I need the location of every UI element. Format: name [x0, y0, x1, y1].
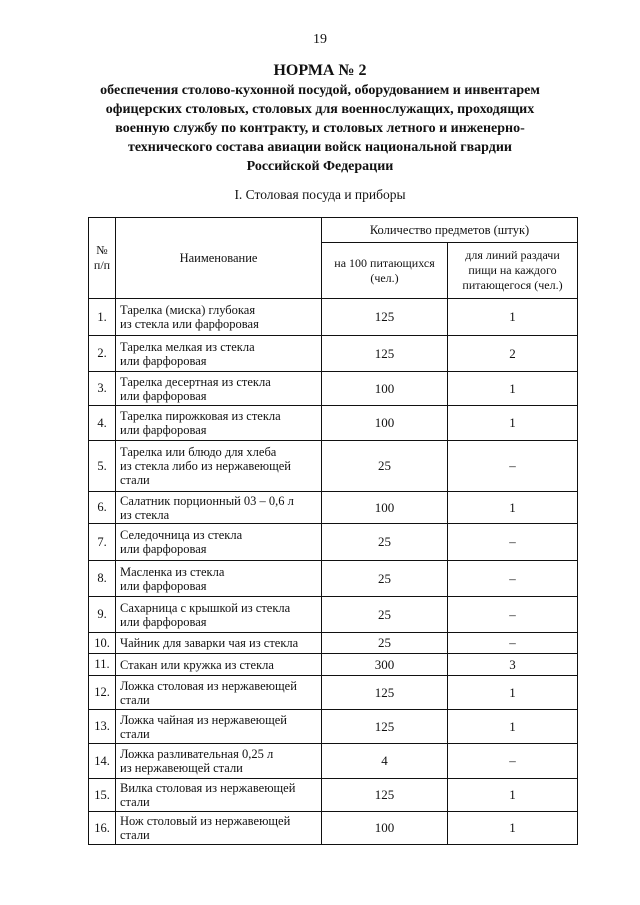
subtitle-line: обеспечения столово-кухонной посудой, оборудованием и инвентарем: [100, 83, 540, 98]
row-per-line-value: 1: [448, 406, 578, 441]
table-row: [89, 372, 578, 406]
norm-table: [88, 217, 578, 845]
row-per-line-value: 1: [448, 710, 578, 744]
row-number: 9.: [89, 597, 116, 633]
header-name: Наименование: [116, 218, 322, 299]
row-number: 1.: [89, 299, 116, 336]
table-row: [89, 779, 578, 812]
table-row: [89, 744, 578, 779]
row-number: 14.: [89, 744, 116, 779]
row-number: 16.: [89, 812, 116, 845]
row-per-line-value: 3: [448, 654, 578, 676]
row-item-name: Тарелка (миска) глубокая из стекла или фарфоровая: [116, 299, 322, 336]
row-per-line-value: 1: [448, 676, 578, 710]
table-row: [89, 336, 578, 372]
table-row: [89, 561, 578, 597]
row-number: 4.: [89, 406, 116, 441]
row-item-name: Салатник порционный 03 – 0,6 л из стекла: [116, 492, 322, 524]
row-per-line-value: 1: [448, 779, 578, 812]
header-quantity: Количество предметов (штук): [322, 218, 578, 243]
table-row: [89, 710, 578, 744]
row-per-line-value: 2: [448, 336, 578, 372]
row-item-name: Чайник для заварки чая из стекла: [116, 633, 322, 654]
table-row: [89, 633, 578, 654]
row-number: 7.: [89, 524, 116, 561]
row-number: 11.: [89, 654, 116, 676]
table-row: [89, 406, 578, 441]
row-per-100-value: 100: [322, 406, 448, 441]
row-per-line-value: –: [448, 561, 578, 597]
row-number: 12.: [89, 676, 116, 710]
row-number: 2.: [89, 336, 116, 372]
row-item-name: Вилка столовая из нержавеющей стали: [116, 779, 322, 812]
row-item-name: Ложка разливательная 0,25 л из нержавеющей стали: [116, 744, 322, 779]
row-per-100-value: 100: [322, 492, 448, 524]
header-per-line: для линий раздачи пищи на каждого питающегося (чел.): [448, 243, 578, 299]
row-per-line-value: –: [448, 633, 578, 654]
document-title: НОРМА № 2: [273, 62, 367, 79]
row-number: 6.: [89, 492, 116, 524]
row-number: 8.: [89, 561, 116, 597]
row-item-name: Тарелка пирожковая из стекла или фарфоровая: [116, 406, 322, 441]
header-per-100: на 100 питающихся (чел.): [322, 243, 448, 299]
row-per-100-value: 100: [322, 372, 448, 406]
row-per-100-value: 4: [322, 744, 448, 779]
subtitle-line: технического состава авиации войск национальной гвардии: [127, 140, 512, 155]
row-per-line-value: –: [448, 524, 578, 561]
subtitle-line: Российской Федерации: [246, 159, 394, 174]
row-per-100-value: 300: [322, 654, 448, 676]
row-number: 3.: [89, 372, 116, 406]
row-number: 15.: [89, 779, 116, 812]
row-per-100-value: 25: [322, 597, 448, 633]
subtitle-line: офицерских столовых, столовых для военнослужащих, проходящих: [105, 102, 535, 117]
table-row: [89, 676, 578, 710]
row-item-name: Селедочница из стекла или фарфоровая: [116, 524, 322, 561]
row-item-name: Тарелка или блюдо для хлеба из стекла либо из нержавеющей стали: [116, 441, 322, 492]
row-per-100-value: 25: [322, 524, 448, 561]
row-per-100-value: 125: [322, 336, 448, 372]
row-per-100-value: 25: [322, 633, 448, 654]
row-per-100-value: 25: [322, 441, 448, 492]
table-row: [89, 299, 578, 336]
row-number: 13.: [89, 710, 116, 744]
row-per-line-value: –: [448, 441, 578, 492]
row-item-name: Сахарница с крышкой из стекла или фарфоровая: [116, 597, 322, 633]
row-number: 5.: [89, 441, 116, 492]
row-item-name: Масленка из стекла или фарфоровая: [116, 561, 322, 597]
subtitle-line: военную службу по контракту, и столовых летного и инженерно-: [115, 121, 525, 136]
row-per-100-value: 125: [322, 676, 448, 710]
row-item-name: Ложка столовая из нержавеющей стали: [116, 676, 322, 710]
row-per-line-value: 1: [448, 299, 578, 336]
row-item-name: Тарелка мелкая из стекла или фарфоровая: [116, 336, 322, 372]
row-item-name: Ложка чайная из нержавеющей стали: [116, 710, 322, 744]
header-number: № п/п: [89, 218, 116, 299]
table-row: [89, 597, 578, 633]
table-row: [89, 441, 578, 492]
row-per-100-value: 100: [322, 812, 448, 845]
row-item-name: Нож столовый из нержавеющей стали: [116, 812, 322, 845]
table-row: [89, 524, 578, 561]
row-per-line-value: –: [448, 744, 578, 779]
page-number: 19: [313, 32, 327, 47]
row-per-100-value: 25: [322, 561, 448, 597]
row-per-line-value: 1: [448, 492, 578, 524]
row-per-line-value: 1: [448, 812, 578, 845]
row-per-100-value: 125: [322, 779, 448, 812]
table-row: [89, 812, 578, 845]
section-title: I. Столовая посуда и приборы: [234, 187, 406, 202]
row-number: 10.: [89, 633, 116, 654]
row-item-name: Тарелка десертная из стекла или фарфоровая: [116, 372, 322, 406]
table-row: [89, 492, 578, 524]
row-per-line-value: –: [448, 597, 578, 633]
row-item-name: Стакан или кружка из стекла: [116, 654, 322, 676]
row-per-100-value: 125: [322, 299, 448, 336]
document-subtitle: [95, 81, 545, 176]
row-per-100-value: 125: [322, 710, 448, 744]
row-per-line-value: 1: [448, 372, 578, 406]
table-row: [89, 654, 578, 676]
